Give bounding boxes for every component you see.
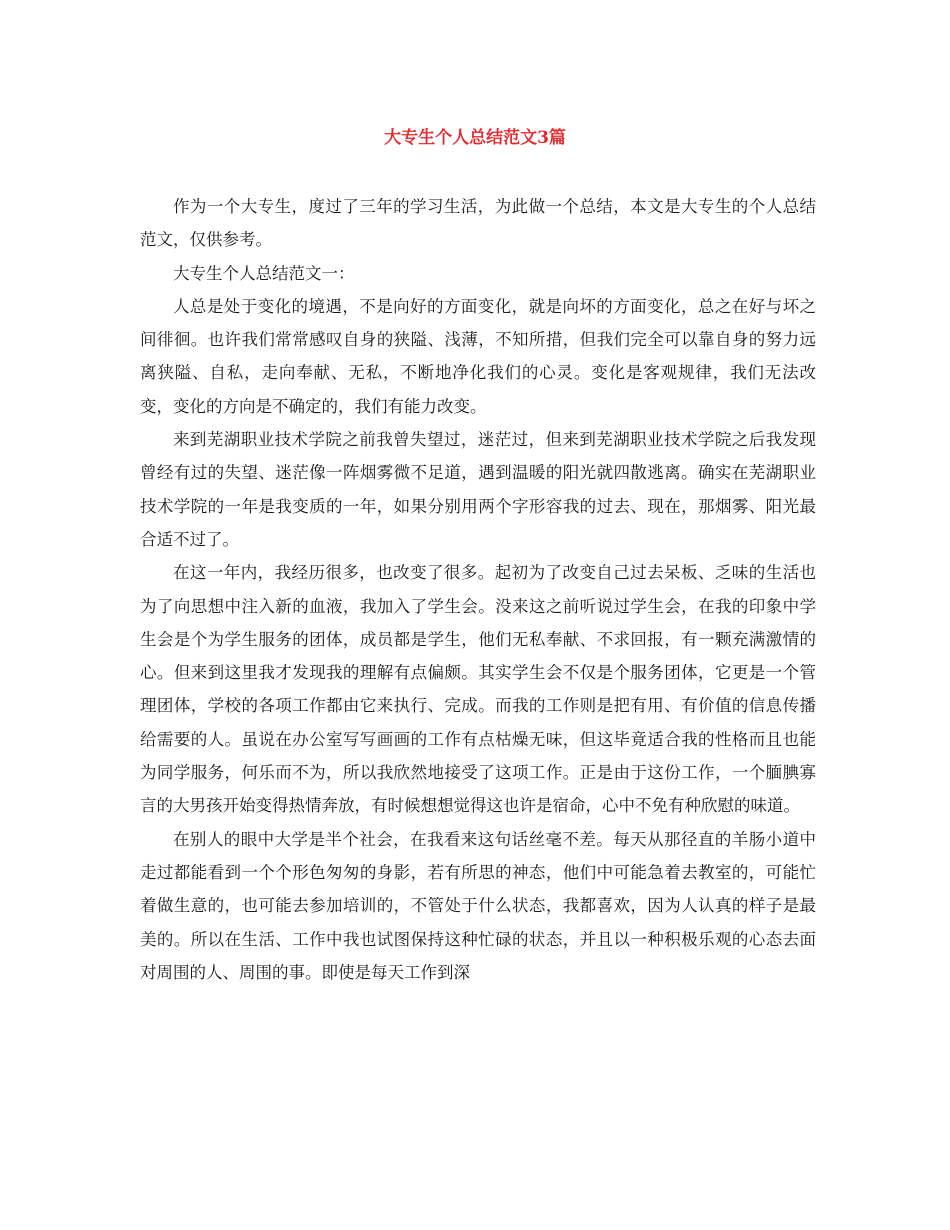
paragraph-section-heading: 大专生个人总结范文一： xyxy=(173,263,355,283)
paragraph-college-arrival: 来到芜湖职业技术学院之前我曾失望过，迷茫过，但来到芜湖职业技术学院之后我发现曾经有过的失望、迷茫像一阵烟雾微不足道，遇到温暖的阳光就四散逃离。确实在芜湖职业技术学院的一年是我变质的一年，如果分别用两个字形容我的过去、现在，那烟雾、阳光最合适不过了。 xyxy=(140,430,816,549)
document-body xyxy=(140,190,816,989)
document-title: 大专生个人总结范文3篇 xyxy=(384,128,566,148)
paragraph-student-union: 在这一年内，我经历很多，也改变了很多。起初为了改变自己过去呆板、乏味的生活也为了向思想中注入新的血液，我加入了学生会。没来这之前听说过学生会，在我的印象中学生会是个为学生服务的团体，成员都是学生，他们无私奉献、不求回报，有一颗充满激情的心。但来到这里我才发现我的理解有点偏颇。其实学生会不仅是个服务团体，它更是一个管理团体，学校的各项工作都由它来执行、完成。而我的工作则是把有用、有价值的信息传播给需要的人。虽说在办公室写写画画的工作有点枯燥无味，但这毕竟适合我的性格而且也能为同学服务，何乐而不为，所以我欣然地接受了这项工作。正是由于这份工作，一个腼腆寡言的大男孩开始变得热情奔放，有时候想想觉得这也许是宿命，心中不免有种欣慰的味道。 xyxy=(140,563,816,816)
paragraph-change: 人总是处于变化的境遇，不是向好的方面变化，就是向坏的方面变化，总之在好与坏之间徘徊。也许我们常常感叹自身的狭隘、浅薄，不知所措，但我们完全可以靠自身的努力远离狭隘、自私，走向奉献、无私，不断地净化我们的心灵。变化是客观规律，我们无法改变，变化的方向是不确定的，我们有能力改变。 xyxy=(140,296,816,416)
paragraph-half-society: 在别人的眼中大学是半个社会，在我看来这句话丝毫不差。每天从那径直的羊肠小道中走过都能看到一个个形色匆匆的身影，若有所思的神态，他们中可能急着去教室的，可能忙着做生意的，也可能去参加培训的，不管处于什么状态，我都喜欢，因为人认真的样子是最美的。所以在生活、工作中我也试图保持这种忙碌的状态，并且以一种积极乐观的心态去面对周围的人、周围的事。即使是每天工作到深 xyxy=(140,829,816,982)
paragraph-intro: 作为一个大专生，度过了三年的学习生活，为此做一个总结，本文是大专生的个人总结范文，仅供参考。 xyxy=(140,197,816,250)
